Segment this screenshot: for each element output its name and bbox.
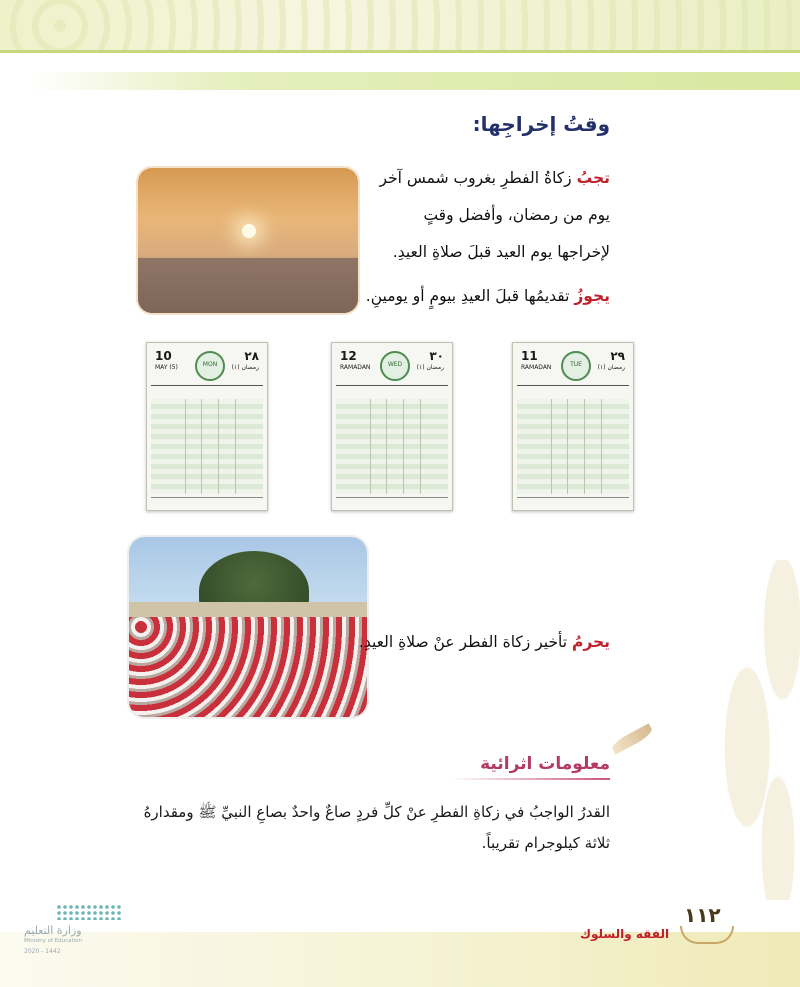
- month-en: RAMADAN: [521, 364, 552, 371]
- ministry-name-ar: وزارة التعليم: [24, 924, 82, 937]
- section-stripe: [30, 72, 800, 90]
- subject-title: الفقه والسلوك: [580, 927, 670, 941]
- gregorian-day: 12: [340, 349, 357, 363]
- eid-prayer-photo: [129, 537, 367, 717]
- paragraph-permitted: [350, 287, 610, 305]
- hijri-day: ٣٠: [429, 349, 444, 363]
- section-heading: وقتُ إخراجِها:: [472, 112, 610, 136]
- calendar-card: [146, 342, 268, 511]
- top-decorative-band: [0, 0, 800, 52]
- ministry-name-en: Ministry of Education: [24, 938, 83, 944]
- prayer-times-table: [151, 399, 263, 494]
- paragraph-text: زكاةُ الفطرِ بغروب شمس آخر يوم من رمضان، وأفضل وقتٍ لإخراجها يوم العيد قبلَ صلاةِ العيدِ.: [379, 169, 610, 261]
- info-box-text: القدرُ الواجبُ في زكاةِ الفطرِ عنْ كلِّ فردٍ صاعٌ واحدٌ بصاعِ النبيِّ ﷺ ومقدارهُ ثلاثة كيلوجرام تقريباً.: [143, 803, 610, 852]
- month-en: RAMADAN: [340, 364, 371, 371]
- keyword-permitted: يجوزُ: [574, 287, 610, 305]
- info-box-title: معلومات اثرائية: [480, 754, 610, 774]
- hijri-month: رمضان (١): [231, 364, 259, 371]
- sun-icon: [242, 224, 256, 238]
- hijri-day: ٢٩: [610, 349, 625, 363]
- paragraph-forbidden: [359, 633, 610, 651]
- feather-icon: [610, 723, 654, 754]
- sunset-photo: [138, 168, 358, 313]
- ministry-logo: [20, 904, 140, 954]
- prayer-times-table: [336, 399, 448, 494]
- emblem-icon: WED: [380, 351, 410, 381]
- paragraph-text: تقديمُها قبلَ العيدِ بيومٍ أو يومينِ.: [365, 287, 575, 305]
- logo-dots-icon: [56, 904, 122, 920]
- hijri-month: رمضان (١): [597, 364, 625, 371]
- emblem-icon: TUE: [561, 351, 591, 381]
- calendar-card: [331, 342, 453, 511]
- hijri-day: ٢٨: [244, 349, 259, 363]
- gregorian-day: 10: [155, 349, 172, 363]
- paragraph-text: تأخير زكاة الفطر عنْ صلاةِ العيدِ.: [358, 633, 572, 651]
- month-en: MAY (5): [155, 364, 178, 371]
- prayer-times-table: [517, 399, 629, 494]
- edition-year: 2020 - 1442: [24, 948, 61, 955]
- side-ornament: [712, 560, 800, 900]
- keyword-forbidden: يحرمُ: [572, 633, 610, 651]
- hijri-month: رمضان (١): [416, 364, 444, 371]
- info-title-underline: [450, 778, 610, 780]
- top-divider: [0, 50, 800, 53]
- gregorian-day: 11: [521, 349, 538, 363]
- calendar-card: [512, 342, 634, 511]
- page-number: ١١٢: [684, 903, 721, 927]
- keyword-obligatory: تجبُ: [576, 169, 610, 187]
- emblem-icon: MON: [195, 351, 225, 381]
- paragraph-obligation: [370, 160, 610, 271]
